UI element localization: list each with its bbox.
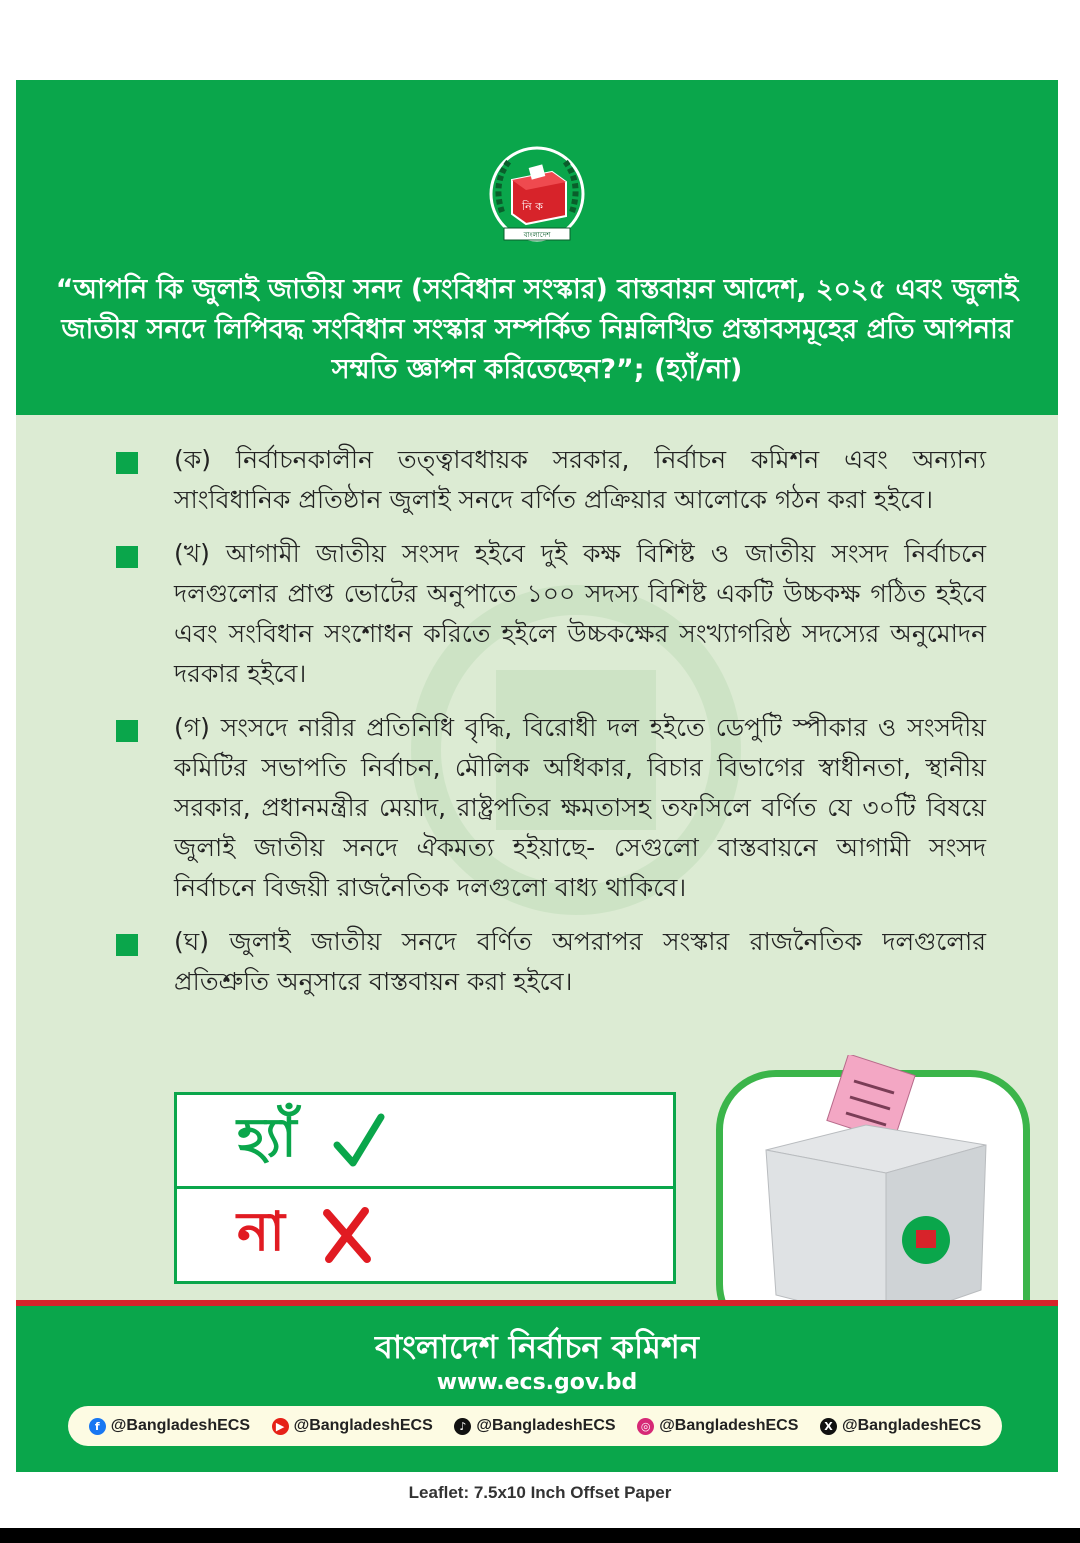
social-tiktok[interactable] <box>454 1417 615 1435</box>
social-youtube[interactable] <box>272 1417 433 1435</box>
proposal-text: (ঘ) জুলাই জাতীয় সনদে বর্ণিত অপরাপর সংস্কার রাজনৈতিক দলগুলোর প্রতিশ্রুতি অনুসারে বাস্তবায়ন করা হইবে। <box>174 927 986 996</box>
bullet-square-icon <box>116 934 138 956</box>
print-spec-caption: Leaflet: 7.5x10 Inch Offset Paper <box>408 1483 672 1502</box>
footer <box>16 1300 1058 1472</box>
proposal-item <box>116 534 986 694</box>
election-commission-emblem <box>482 142 592 252</box>
yes-label: হ্যাঁ <box>237 1105 297 1169</box>
x-icon: X <box>820 1418 837 1435</box>
social-handle: @BangladeshECS <box>476 1417 616 1434</box>
bullet-square-icon <box>116 452 138 474</box>
svg-text:বাংলাদেশ: বাংলাদেশ <box>523 231 551 239</box>
social-handle: @BangladeshECS <box>659 1417 799 1434</box>
cross-icon <box>321 1205 373 1265</box>
instagram-icon: ◎ <box>637 1418 654 1435</box>
youtube-icon: ▶ <box>272 1418 289 1435</box>
proposal-list <box>116 440 986 1016</box>
website-url[interactable]: www.ecs.gov.bd <box>436 1370 638 1395</box>
referendum-question: “আপনি কি জুলাই জাতীয় সনদ (সংবিধান সংস্কার) বাস্তবায়ন আদেশ, ২০২৫ এবং জুলাই জাতীয় সনদে লিপিবদ্ধ সংবিধান সংস্কার সম্পর্কিত নিম্নলিখিত প্রস্তাবসমূহের প্রতি আপনার সম্মতি জ্ঞাপন করিতেছেন?”; (হ্যাঁ/না) <box>55 274 1019 385</box>
checkmark-icon <box>333 1111 385 1171</box>
organization-name: বাংলাদেশ নির্বাচন কমিশন <box>375 1328 699 1366</box>
social-instagram[interactable] <box>637 1417 798 1435</box>
proposal-text: (ক) নির্বাচনকালীন তত্ত্বাবধায়ক সরকার, নির্বাচন কমিশন এবং অন্যান্য সাংবিধানিক প্রতিষ্ঠান জুলাই সনদে বর্ণিত প্রক্রিয়ার আলোকে গঠন করা হইবে। <box>174 445 986 514</box>
proposal-item <box>116 440 986 520</box>
social-handle: @BangladeshECS <box>110 1417 250 1434</box>
social-facebook[interactable] <box>89 1417 250 1435</box>
bullet-square-icon <box>116 720 138 742</box>
social-handle: @BangladeshECS <box>293 1417 433 1434</box>
svg-text:নি ক: নি ক <box>522 200 543 213</box>
social-handle: @BangladeshECS <box>841 1417 982 1434</box>
ballot-options <box>174 1092 676 1284</box>
no-label: না <box>237 1199 285 1263</box>
leaflet <box>16 80 1058 1472</box>
bullet-square-icon <box>116 546 138 568</box>
facebook-icon: f <box>89 1418 106 1435</box>
tiktok-icon: ♪ <box>454 1418 471 1435</box>
bottom-border <box>0 1528 1080 1543</box>
social-media-bar <box>68 1406 1002 1446</box>
proposal-item <box>116 708 986 908</box>
no-option <box>177 1189 673 1280</box>
yes-option <box>177 1095 673 1189</box>
proposal-text: (গ) সংসদে নারীর প্রতিনিধি বৃদ্ধি, বিরোধী দল হইতে ডেপুটি স্পীকার ও সংসদীয় কমিটির সভাপতি নির্বাচন, মৌলিক অধিকার, বিচার বিভাগের স্বাধীনতা, স্থানীয় সরকার, প্রধানমন্ত্রীর মেয়াদ, রাষ্ট্রপতির ক্ষমতাসহ তফসিলে বর্ণিত যে ৩০টি বিষয়ে জুলাই জাতীয় সনদে ঐকমত্য হইয়াছে- সেগুলো বাস্তবায়নে আগামী সংসদ নির্বাচনে বিজয়ী রাজনৈতিক দলগুলো বাধ্য থাকিবে। <box>174 713 986 902</box>
ballot-box-illustration <box>736 1055 1006 1335</box>
header-band <box>16 80 1058 415</box>
social-x[interactable] <box>820 1417 981 1435</box>
proposal-item <box>116 922 986 1002</box>
proposal-text: (খ) আগামী জাতীয় সংসদ হইবে দুই কক্ষ বিশিষ্ট ও জাতীয় সংসদ নির্বাচনে দলগুলোর প্রাপ্ত ভোটের অনুপাতে ১০০ সদস্য বিশিষ্ট একটি উচ্চকক্ষ গঠিত হইবে এবং সংবিধান সংশোধন করিতে হইলে উচ্চকক্ষের সংখ্যাগরিষ্ঠ সদস্যের অনুমোদন দরকার হইবে। <box>174 539 986 688</box>
